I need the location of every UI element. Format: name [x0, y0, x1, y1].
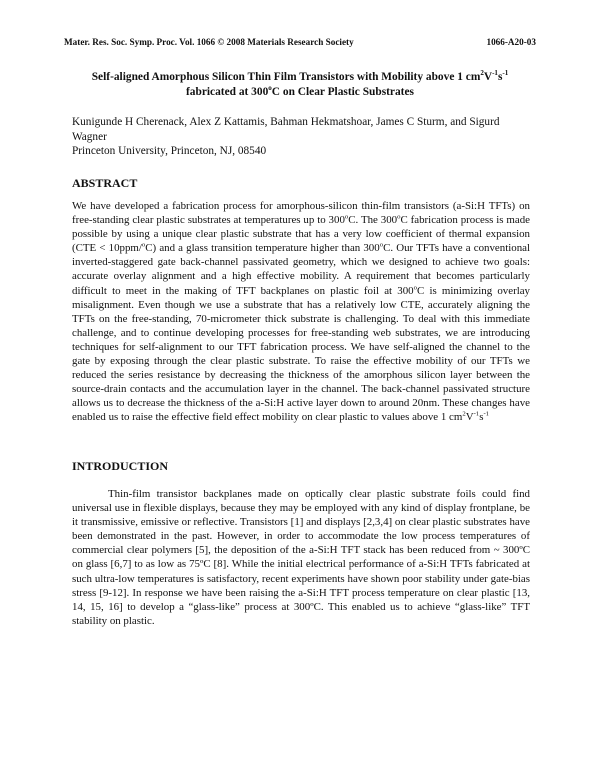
introduction-heading: INTRODUCTION	[72, 459, 169, 473]
abstract-superscript: o	[344, 213, 349, 221]
abstract-text: C is minimizing overlay misalignment. Even though we use a substrate that has a relatively low CTE, accurately aligning the TFTs on the free-standing, 70-micrometer thick substrate is challenging. To deal with this immediate challenge, and to continue developing processes for free-standing web substrates, we are introducing techniques for self-alignment to our TFT fabrication process. We have self-aligned the channel to the gate by exposing through the clear plastic substrate. To raise the effective mobility of our TFTs we reduced the series resistance by decreasing the thickness of the amorphous silicon layer between the source-drain contacts and the accumulation layer in the channel. The back-channel passivated structure allows us to decrease the thickness of the a-Si:H active layer down to around 20nm. These changes have enabled us to raise the effective field effect mobility on clear plastic to values above 1 cm	[72, 284, 530, 424]
title-superscript: 2	[480, 69, 484, 78]
abstract-heading: ABSTRACT	[72, 176, 138, 190]
abstract-superscript: 2	[462, 410, 466, 418]
title-line2-part: C on Clear Plastic Substrates	[271, 86, 414, 98]
title-line1-part: Self-aligned Amorphous Silicon Thin Film Transistors with Mobility above 1 cm	[91, 71, 481, 83]
running-header	[64, 37, 536, 47]
abstract-superscript: o	[141, 241, 146, 249]
author-list: Kunigunde H Cherenack, Alex Z Kattamis, Bahman Hekmatshoar, James C Sturm, and Sigurd Wagner	[72, 116, 500, 143]
journal-citation: Mater. Res. Soc. Symp. Proc. Vol. 1066 © 2008 Materials Research Society	[64, 37, 354, 47]
abstract-text: s	[479, 411, 484, 424]
abstract-text: We have developed a fabrication process for amorphous-silicon thin-film transistors (a-Si:H TFTs) on free-standing clear plastic substrates at temperatures up to 300	[72, 200, 530, 227]
title-superscript: -1	[492, 69, 498, 78]
title-line2-part: fabricated at 300	[186, 86, 269, 98]
paper-id: 1066-A20-03	[486, 37, 536, 47]
abstract-text: C. Our TFTs have a conventional inverted-staggered gate back-channel passivated geometry, which we designed to achieve two goals: accurate overlay alignment and a high effective mobility. A requirement that becomes particularly difficult to meet in the making of TFT backplanes on plastic foil at 300	[72, 242, 530, 297]
abstract-superscript: -1	[483, 410, 490, 418]
title-line1-part: V	[483, 71, 493, 83]
title-superscript: -1	[502, 69, 509, 78]
abstract-superscript: -1	[473, 410, 480, 418]
affiliation: Princeton University, Princeton, NJ, 08540	[72, 145, 267, 157]
abstract-superscript: o	[379, 241, 384, 249]
abstract-paragraph	[72, 199, 530, 425]
paper-title	[60, 70, 540, 100]
abstract-superscript: o	[397, 213, 401, 221]
abstract-text: C) and a glass transition temperature higher than 300	[145, 242, 380, 255]
abstract-text: C. The 300	[348, 214, 398, 227]
abstract-text: C fabrication process is made possible by using a unique clear plastic substrate that has a very low coefficient of thermal expansion (CTE < 10ppm/	[72, 214, 530, 255]
title-line1-part: s	[497, 71, 503, 83]
abstract-superscript: o	[413, 283, 417, 291]
introduction-paragraph: Thin-film transistor backplanes made on optically clear plastic substrate foils could find universal use in flexible displays, because they may be employed with any kind of display frontplane, be it transmissive, emissive or reflective. Transistors [1] and displays [2,3,4] on clear plastic substrates have been demonstrated in the past. However, in order to accommodate the low process temperatures of commercial clear polymers [5], the deposition of the a-Si:H TFT stack has been reduced from ~ 300ºC on glass [6,7] to as low as 75ºC [8]. While the initial electrical performance of a-Si:H TFTs fabricated at such ultra-low temperatures is satisfactory, recent experiments have shown poor stability under gate-bias stress [9-12]. In response we have been raising the a-Si:H TFT process temperature on clear plastic [13, 14, 15, 16] to develop a “glass-like” process at 300ºC. This enabled us to achieve “glass-like” TFT stability on plastic.	[72, 488, 530, 627]
abstract-text: V	[465, 411, 474, 424]
title-superscript: o	[268, 84, 272, 93]
